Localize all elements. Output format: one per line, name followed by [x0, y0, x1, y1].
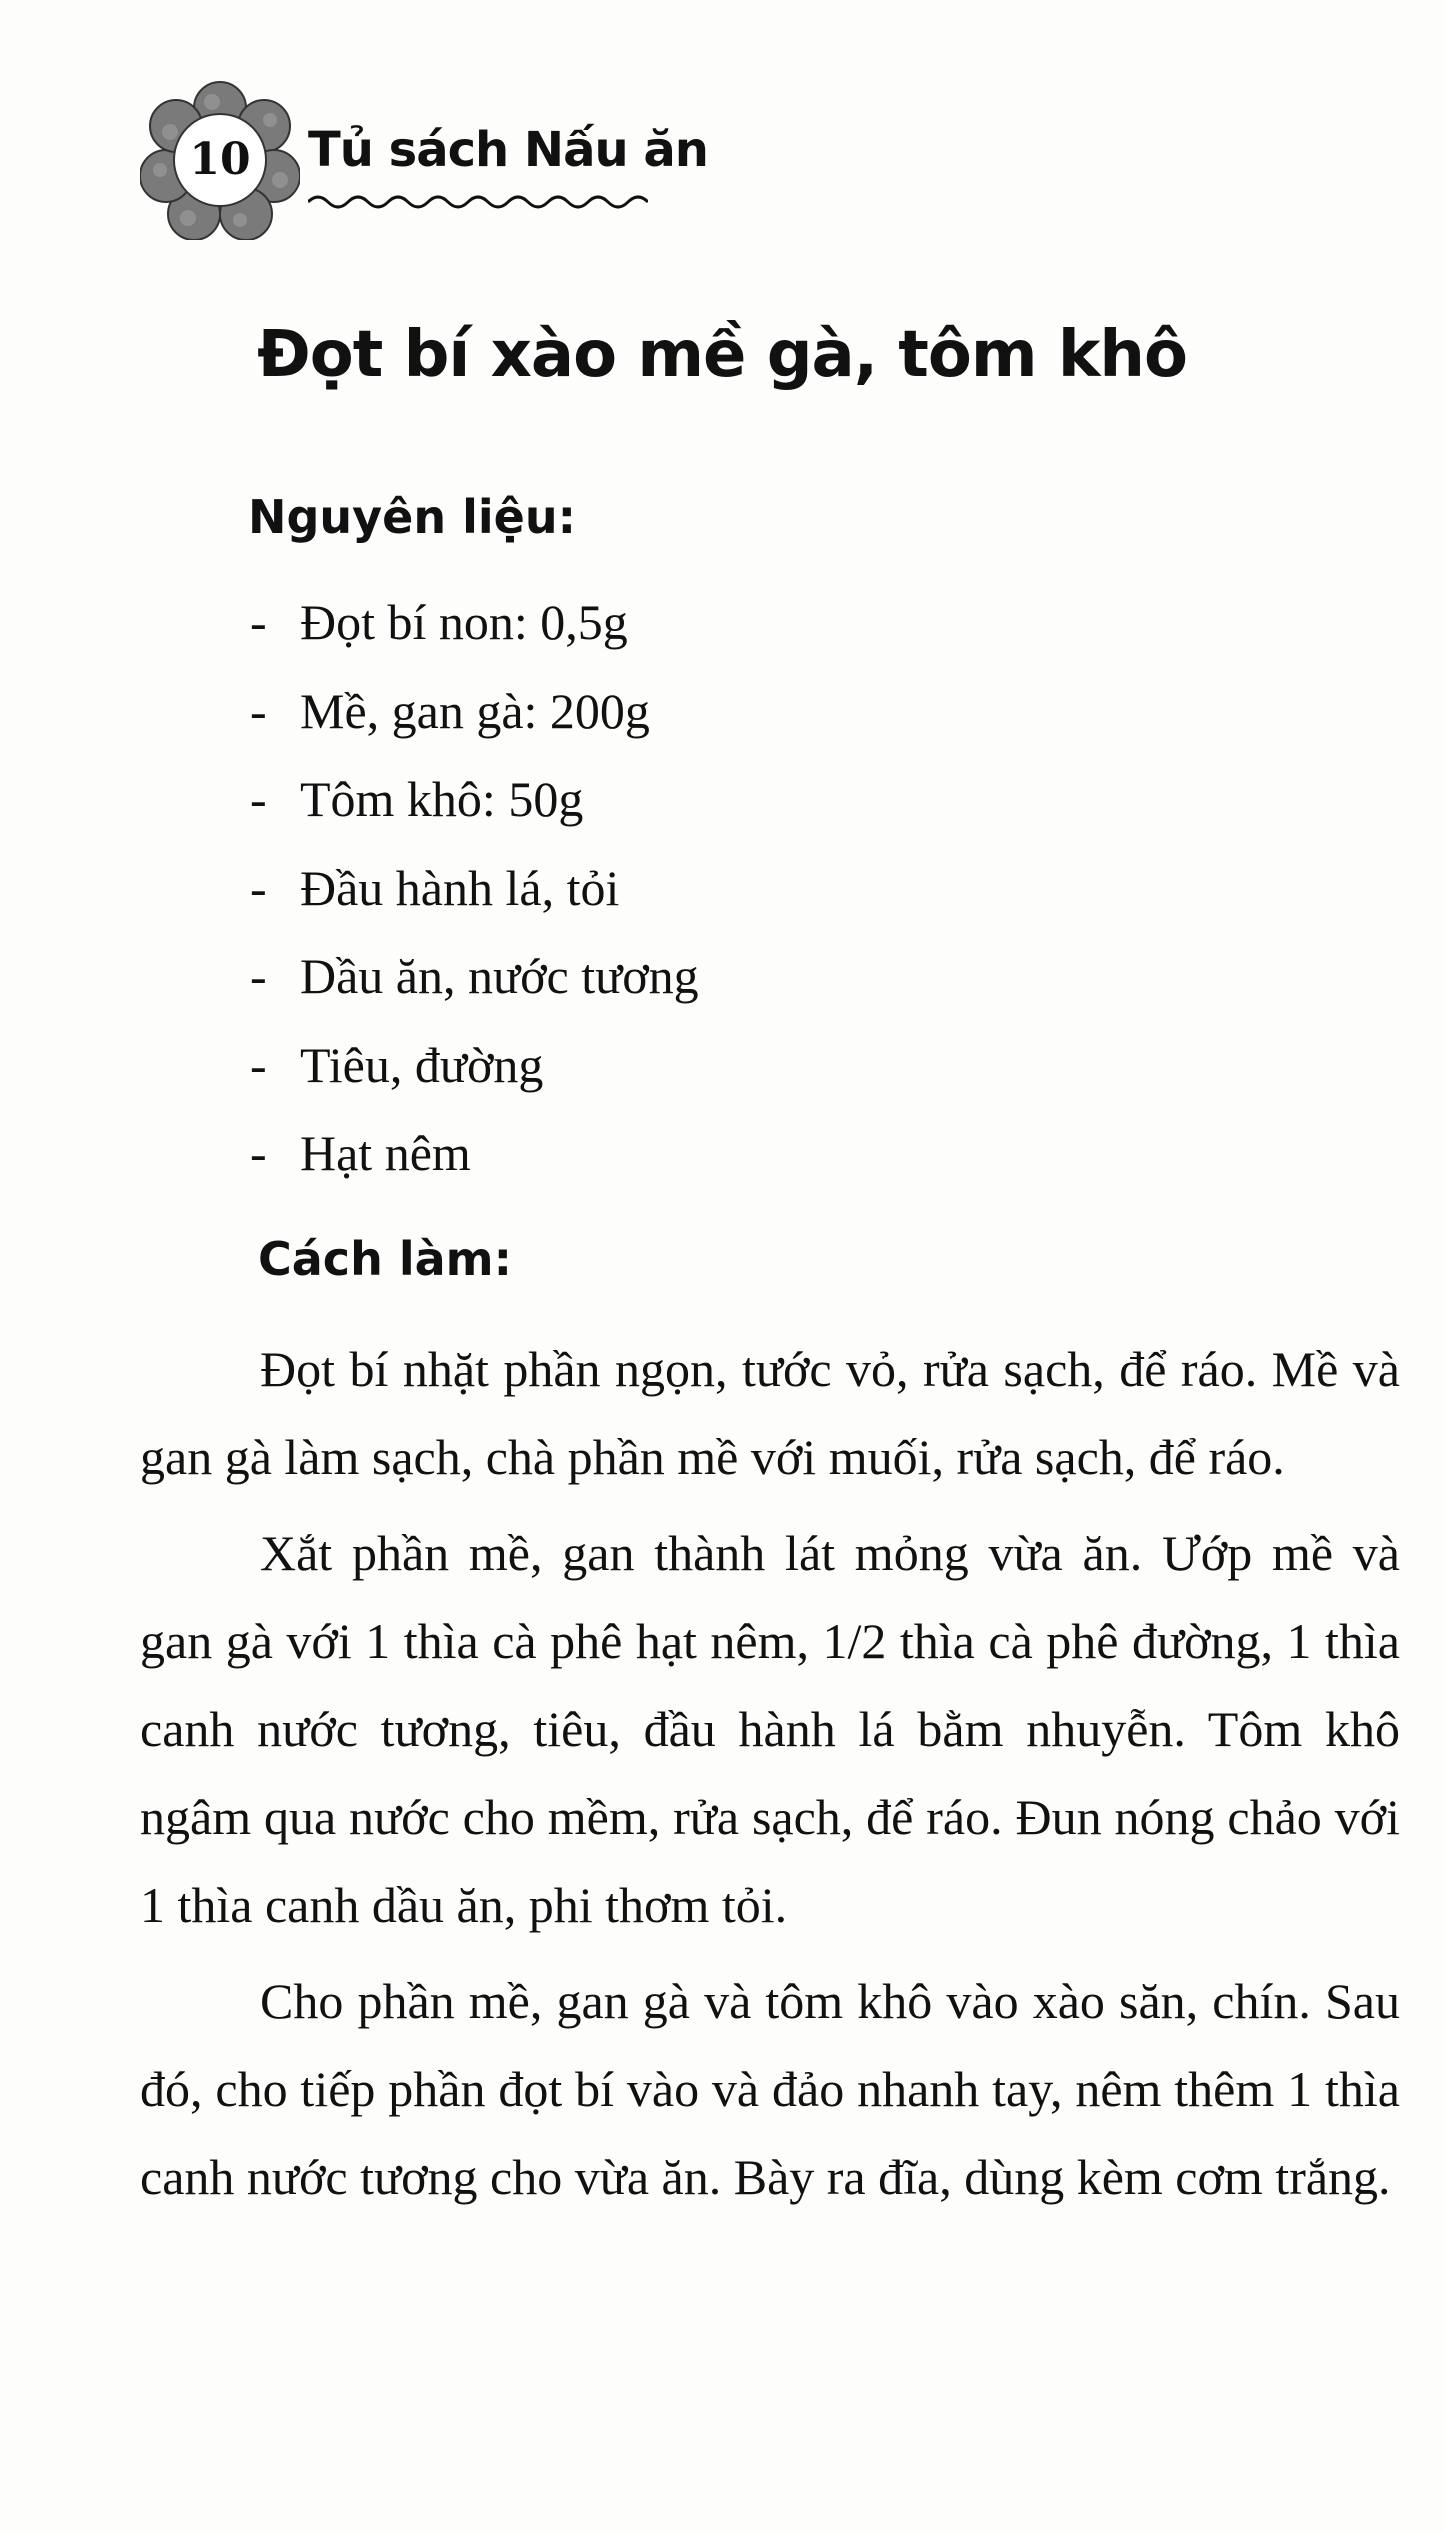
ingredients-heading: Nguyên liệu: — [248, 490, 576, 544]
list-marker: - — [250, 771, 267, 827]
list-item — [250, 1021, 699, 1110]
list-marker: - — [250, 859, 267, 916]
ingredient-text: Đọt bí non: 0,5g — [300, 594, 628, 650]
ingredient-text: Tiêu, đường — [300, 1036, 544, 1093]
list-item — [250, 755, 699, 844]
list-item — [250, 1109, 699, 1198]
ingredient-text: Hạt nêm — [300, 1125, 471, 1181]
list-item — [250, 932, 699, 1021]
method-paragraph: Xắt phần mề, gan thành lát mỏng vừa ăn. Ướp mề và gan gà với 1 thìa cà phê hạt nêm, 1/2 thìa cà phê đường, 1 thìa canh nước tương, tiêu, đầu hành lá bằm nhuyễn. Tôm khô ngâm qua nước cho mềm, rửa sạch, để ráo. Đun nóng chảo với 1 thìa canh dầu ăn, phi thơm tỏi. — [140, 1525, 1400, 1933]
list-marker: - — [250, 682, 267, 739]
method-paragraph: Đọt bí nhặt phần ngọn, tước vỏ, rửa sạch, để ráo. Mề và gan gà làm sạch, chà phần mề với muối, rửa sạch, để ráo. — [140, 1341, 1400, 1485]
page-header — [140, 80, 708, 240]
page-number: 10 — [189, 134, 251, 185]
ingredient-text: Mề, gan gà: 200g — [300, 682, 650, 739]
ingredient-text: Dầu ăn, nước tương — [300, 948, 699, 1004]
list-marker: - — [250, 1036, 267, 1093]
wave-line-icon — [308, 190, 648, 214]
list-marker: - — [250, 1125, 267, 1181]
list-item — [250, 667, 699, 756]
list-marker: - — [250, 948, 267, 1004]
ingredients-list — [250, 578, 699, 1198]
recipe-title: Đọt bí xào mề gà, tôm khô — [257, 318, 1187, 392]
list-item — [250, 578, 699, 667]
list-marker: - — [250, 594, 267, 650]
ingredient-text: Đầu hành lá, tỏi — [300, 859, 620, 916]
series-title: Tủ sách Nấu ăn — [308, 122, 708, 178]
method-paragraph: Cho phần mề, gan gà và tôm khô vào xào săn, chín. Sau đó, cho tiếp phần đọt bí vào và đảo nhanh tay, nêm thêm 1 thìa canh nước tương cho vừa ăn. Bày ra đĩa, dùng kèm cơm trắng. — [140, 1973, 1400, 2205]
method-heading: Cách làm: — [258, 1232, 512, 1286]
list-item — [250, 844, 699, 933]
method-text — [140, 1325, 1400, 2229]
ingredient-text: Tôm khô: 50g — [300, 771, 584, 827]
